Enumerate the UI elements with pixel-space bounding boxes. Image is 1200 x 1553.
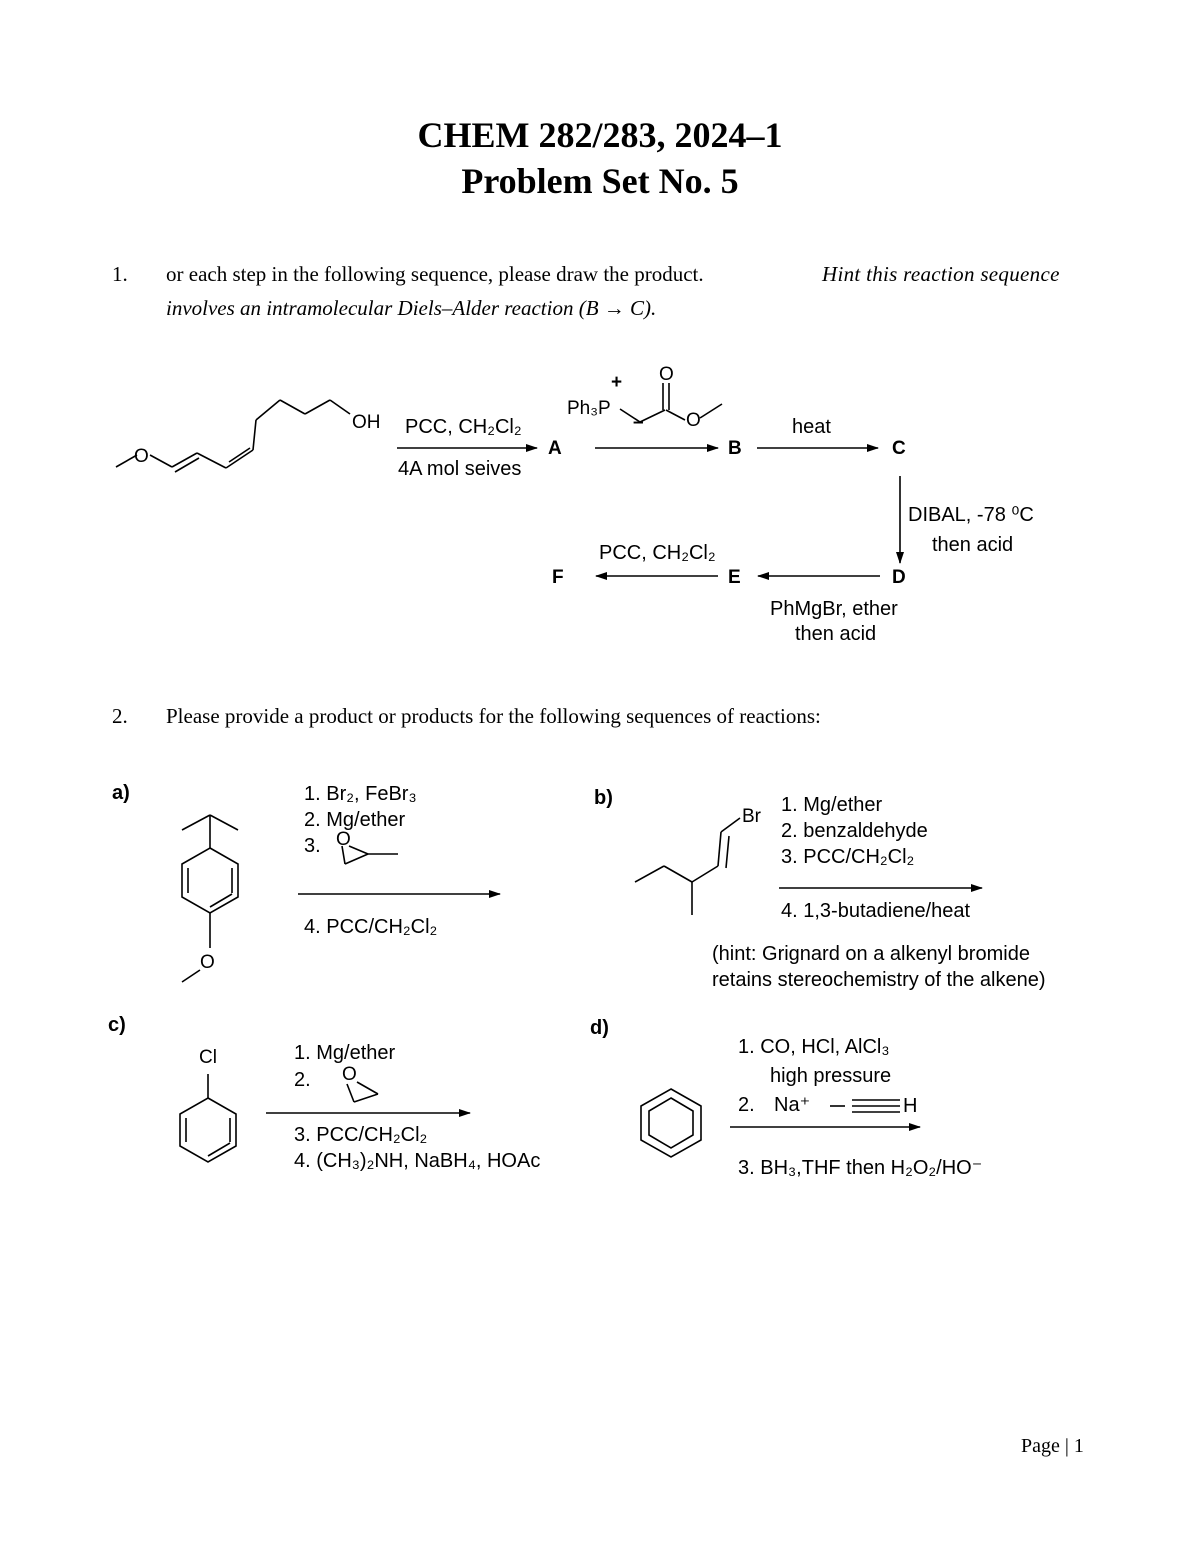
c-step4: 4. (CH₃)₂NH, NaBH₄, HOAc <box>294 1150 541 1172</box>
b-bromine-label: Br <box>742 806 761 827</box>
compound-F-label: F <box>552 567 564 588</box>
d-step1-pressure: high pressure <box>770 1065 892 1087</box>
q2-text: Please provide a product or products for the following sequences of reactions: <box>166 704 821 728</box>
a-epoxide-o: O <box>336 829 351 850</box>
compound-A-label: A <box>548 438 562 459</box>
q1-hint-line2: involves an intramolecular Diels–Alder reaction (B → C). <box>166 296 657 320</box>
compound-d-structure <box>641 1089 701 1157</box>
b-hint-line1: (hint: Grignard on a alkenyl bromide <box>712 943 1030 965</box>
phmgbr-condition: PhMgBr, ether <box>770 598 898 620</box>
q1-hint-line1: Hint this reaction sequence <box>822 262 1060 286</box>
compound-D-label: D <box>892 567 906 588</box>
a-step1: 1. Br₂, FeBr₃ <box>304 783 417 805</box>
course-title: CHEM 282/283, 2024–1 <box>417 115 783 155</box>
ylide-minus-charge: – <box>633 412 644 433</box>
d-step3: 3. BH₃,THF then H₂O₂/HO⁻ <box>738 1157 983 1179</box>
b-hint-line2: retains stereochemistry of the alkene) <box>712 969 1046 991</box>
q2-number: 2. <box>112 704 128 728</box>
b-step1: 1. Mg/ether <box>781 794 883 816</box>
d-step2: 2. <box>738 1094 755 1116</box>
c-step3: 3. PCC/CH₂Cl₂ <box>294 1124 428 1146</box>
compound-c-structure <box>180 1074 236 1162</box>
q1-text: or each step in the following sequence, please draw the product. <box>166 262 704 286</box>
ylide-plus-charge: + <box>611 372 623 393</box>
part-b-label: b) <box>594 787 613 809</box>
methoxy-o-label: O <box>134 446 149 467</box>
hydroxyl-label: OH <box>352 412 381 433</box>
part-a-label: a) <box>112 782 130 804</box>
d-sodium-label: Na⁺ <box>774 1094 811 1116</box>
b-step2: 2. benzaldehyde <box>781 820 928 842</box>
ester-o-label: O <box>686 410 701 431</box>
page-number: Page | 1 <box>1021 1435 1084 1457</box>
ph3p-label: Ph₃P <box>567 398 611 419</box>
c-chlorine-label: Cl <box>199 1047 217 1068</box>
part-c-label: c) <box>108 1014 126 1036</box>
part-d-label: d) <box>590 1017 609 1039</box>
q1-starting-material <box>116 400 350 472</box>
compound-E-label: E <box>728 567 741 588</box>
b-step4: 4. 1,3-butadiene/heat <box>781 900 971 922</box>
heat-condition: heat <box>792 416 831 438</box>
d-step1: 1. CO, HCl, AlCl₃ <box>738 1036 890 1058</box>
compound-C-label: C <box>892 438 906 459</box>
problem-set-title: Problem Set No. 5 <box>461 161 739 201</box>
b-step3: 3. PCC/CH₂Cl₂ <box>781 846 915 868</box>
q1-number: 1. <box>112 262 128 286</box>
a-step2: 2. Mg/ether <box>304 809 406 831</box>
a-step4: 4. PCC/CH₂Cl₂ <box>304 916 438 938</box>
acetylide-triple-bond <box>830 1100 900 1112</box>
d-hydrogen-label: H <box>903 1095 918 1117</box>
then-acid-1: then acid <box>932 534 1014 556</box>
c-step1: 1. Mg/ether <box>294 1042 396 1064</box>
then-acid-2: then acid <box>795 623 877 645</box>
compound-b-structure <box>635 818 740 915</box>
c-epoxide-o: O <box>342 1064 357 1085</box>
a-ether-o: O <box>200 952 215 973</box>
a-step3: 3. <box>304 835 321 857</box>
carbonyl-o-label: O <box>659 364 674 385</box>
pcc-condition-2: PCC, CH₂Cl₂ <box>599 542 716 564</box>
compound-B-label: B <box>728 438 742 459</box>
c-step2: 2. <box>294 1069 311 1091</box>
step1-reagent: PCC, CH₂Cl₂ <box>405 416 522 438</box>
step1-reagent-sieves: 4A mol seives <box>398 458 522 480</box>
dibal-condition: DIBAL, -78 ⁰C <box>908 504 1034 526</box>
